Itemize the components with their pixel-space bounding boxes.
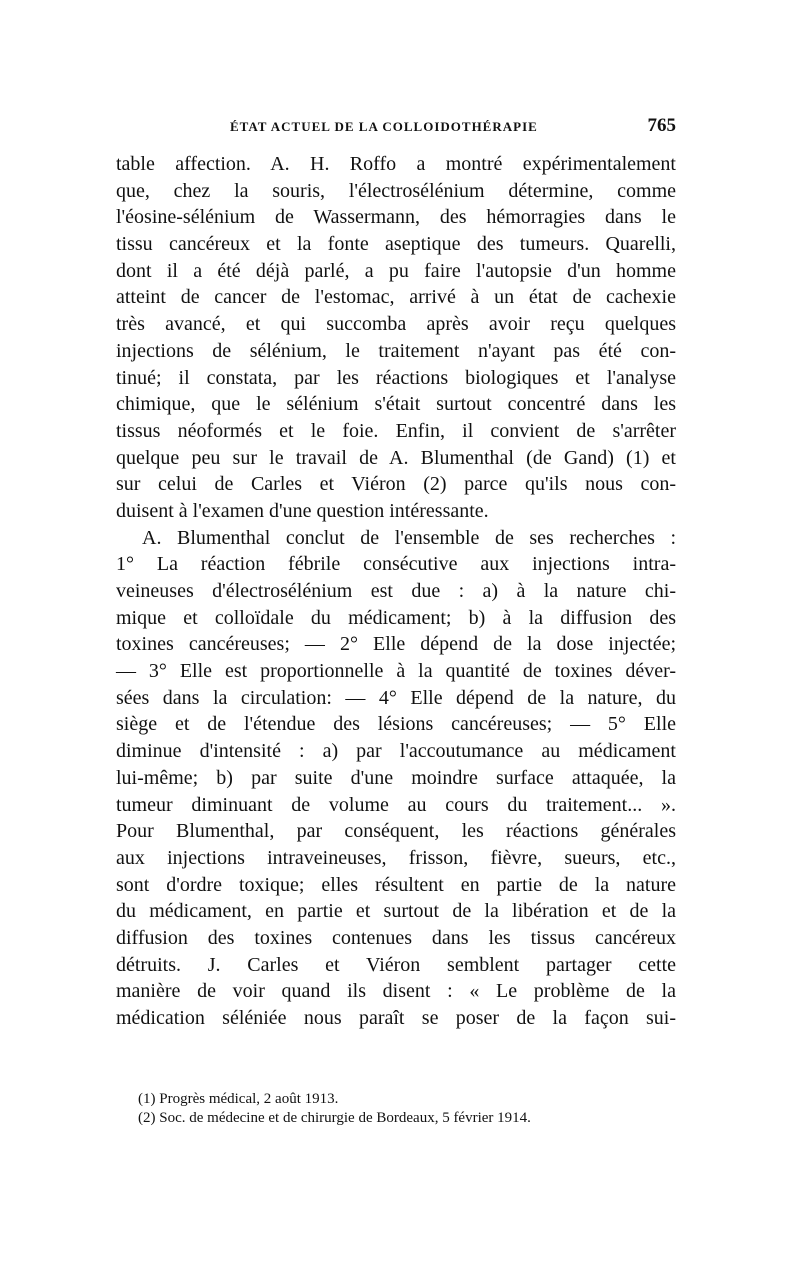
text-line: très avancé, et qui succomba après avoir reçu quelques: [116, 313, 676, 336]
text-line: tissu cancéreux et la fonte aseptique des tumeurs. Quarelli,: [116, 233, 676, 256]
text-line: sont d'ordre toxique; elles résultent en partie de la nature: [116, 873, 676, 896]
text-line: duisent à l'examen d'une question intéressante.: [116, 499, 489, 522]
body-text: [116, 151, 676, 1032]
text-line: que, chez la souris, l'électrosélénium détermine, comme: [116, 179, 676, 202]
text-line: dont il a été déjà parlé, a pu faire l'autopsie d'un homme: [116, 259, 676, 282]
text-line: 1° La réaction fébrile consécutive aux injections intra-: [116, 553, 676, 576]
text-line: veineuses d'électrosélénium est due : a) à la nature chi-: [116, 580, 676, 602]
text-line: quelque peu sur le travail de A. Blumenthal (de Gand) (1) et: [116, 446, 676, 469]
text-line: injections de sélénium, le traitement n'ayant pas été con-: [116, 339, 676, 362]
footnote: (1) Progrès médical, 2 août 1913.: [138, 1091, 339, 1107]
text-line: A. Blumenthal conclut de l'ensemble de ses recherches :: [142, 526, 676, 549]
text-line: tissus néoformés et le foie. Enfin, il convient de s'arrêter: [116, 419, 676, 442]
text-line: siège et de l'étendue des lésions cancéreuses; — 5° Elle: [116, 713, 676, 736]
text-line: détruits. J. Carles et Viéron semblent partager cette: [116, 953, 676, 976]
text-line: l'éosine-sélénium de Wassermann, des hémorragies dans le: [116, 206, 676, 229]
page-number: 765: [647, 115, 676, 136]
running-head: [116, 117, 676, 139]
text-line: médication séléniée nous paraît se poser de la façon sui-: [116, 1007, 676, 1029]
text-line: table affection. A. H. Roffo a montré expérimentalement: [116, 153, 676, 175]
footnote: (2) Soc. de médecine et de chirurgie de Bordeaux, 5 février 1914.: [138, 1110, 531, 1126]
text-line: sur celui de Carles et Viéron (2) parce qu'ils nous con-: [116, 473, 676, 496]
text-line: du médicament, en partie et surtout de la libération et de la: [116, 900, 676, 923]
running-title: ÉTAT ACTUEL DE LA COLLOIDOTHÉRAPIE: [230, 119, 538, 134]
text-line: lui-même; b) par suite d'une moindre surface attaquée, la: [116, 766, 676, 789]
text-line: atteint de cancer de l'estomac, arrivé à un état de cachexie: [116, 286, 676, 309]
text-line: tinué; il constata, par les réactions biologiques et l'analyse: [116, 366, 676, 389]
text-line: diffusion des toxines contenues dans les tissus cancéreux: [116, 926, 676, 949]
text-line: tumeur diminuant de volume au cours du traitement... ».: [116, 793, 676, 816]
text-line: manière de voir quand ils disent : « Le problème de la: [116, 980, 676, 1003]
text-line: aux injections intraveineuses, frisson, fièvre, sueurs, etc.,: [116, 846, 676, 869]
text-line: chimique, que le sélénium s'était surtout concentré dans les: [116, 393, 676, 416]
text-line: diminue d'intensité : a) par l'accoutumance au médicament: [116, 740, 676, 763]
footnotes: [116, 1090, 676, 1128]
text-line: sées dans la circulation: — 4° Elle dépend de la nature, du: [116, 686, 676, 709]
text-line: Pour Blumenthal, par conséquent, les réactions générales: [116, 820, 676, 843]
text-line: — 3° Elle est proportionnelle à la quantité de toxines déver-: [116, 660, 676, 683]
text-line: mique et colloïdale du médicament; b) à la diffusion des: [116, 606, 676, 629]
text-line: toxines cancéreuses; — 2° Elle dépend de la dose injectée;: [116, 633, 676, 656]
